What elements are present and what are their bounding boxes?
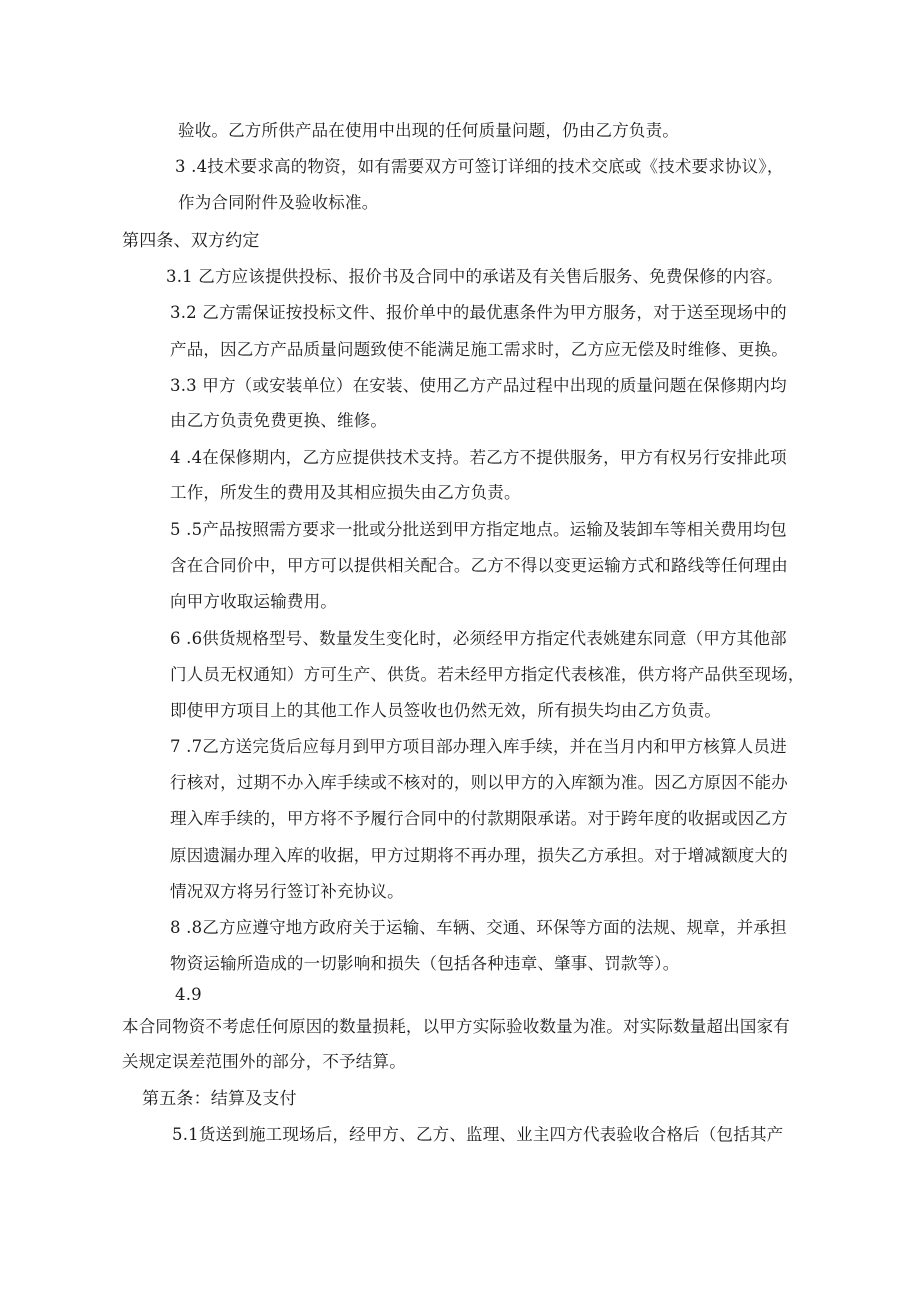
text-line: 5 .5产品按照需方要求一批或分批送到甲方指定地点。运输及装卸车等相关费用均包	[170, 520, 787, 539]
text-line: 验收。乙方所供产品在使用中出现的任何质量问题，仍由乙方负责。	[178, 121, 679, 140]
text-line: 行核对，过期不办入库手续或不核对的，则以甲方的入库额为准。因乙方原因不能办	[170, 773, 788, 792]
section-heading: 第四条、双方约定	[122, 231, 260, 251]
text-line: 本合同物资不考虑任何原因的数量损耗，以甲方实际验收数量为准。对实际数量超出国家有	[122, 1017, 790, 1036]
section-heading: 第五条：结算及支付	[142, 1089, 297, 1109]
text-line: 向甲方收取运输费用。	[170, 592, 337, 611]
text-line: 3 .4技术要求高的物资，如有需要双方可签订详细的技术交底或《技术要求协议》，	[175, 157, 784, 176]
text-line: 作为合同附件及验收标准。	[178, 193, 379, 212]
text-line: 3.2 乙方需保证按投标文件、报价单中的最优惠条件为甲方服务，对于送至现场中的	[170, 303, 787, 322]
text-line: 含在合同价中，甲方可以提供相关配合。乙方不得以变更运输方式和路线等任何理由	[170, 556, 788, 575]
text-line: 原因遗漏办理入库的收据，甲方过期将不再办理，损失乙方承担。对于增减额度大的	[170, 846, 788, 865]
clause-number: 4.9	[175, 985, 202, 1004]
text-line: 物资运输所造成的一切影响和损失（包括各种违章、肇事、罚款等）。	[170, 954, 680, 973]
text-line: 情况双方将另行签订补充协议。	[170, 882, 404, 901]
text-line: 3.3 甲方（或安装单位）在安装、使用乙方产品过程中出现的质量问题在保修期内均	[170, 376, 787, 395]
text-line: 5.1货送到施工现场后，经甲方、乙方、监理、业主四方代表验收合格后（包括其产	[172, 1125, 784, 1144]
text-line: 6 .6供货规格型号、数量发生变化时，必须经甲方指定代表姚建东同意（甲方其他部	[170, 629, 787, 648]
text-line: 即使甲方项目上的其他工作人员签收也仍然无效，所有损失均由乙方负责。	[170, 701, 722, 720]
text-line: 8 .8乙方应遵守地方政府关于运输、车辆、交通、环保等方面的法规、规章，并承担	[170, 918, 787, 937]
text-line: 7 .7乙方送完货后应每月到甲方项目部办理入库手续，并在当月内和甲方核算人员进	[170, 737, 787, 756]
text-line: 工作，所发生的费用及其相应损失由乙方负责。	[170, 483, 521, 502]
text-line: 4 .4在保修期内，乙方应提供技术支持。若乙方不提供服务，甲方有权另行安排此项	[170, 448, 787, 467]
text-line: 产品，因乙方产品质量问题致使不能满足施工需求时，乙方应无偿及时维修、更换。	[170, 340, 788, 359]
text-line: 由乙方负责免费更换、维修。	[170, 411, 388, 430]
text-line: 门人员无权通知）方可生产、供货。若未经甲方指定代表核准，供方将产品供至现场，	[170, 665, 805, 684]
text-line: 理入库手续的，甲方将不予履行合同中的付款期限承诺。对于跨年度的收据或因乙方	[170, 809, 788, 828]
text-line: 关规定误差范围外的部分，不予结算。	[122, 1052, 406, 1071]
text-line: 3.1 乙方应该提供投标、报价书及合同中的承诺及有关售后服务、免费保修的内容。	[166, 267, 783, 286]
